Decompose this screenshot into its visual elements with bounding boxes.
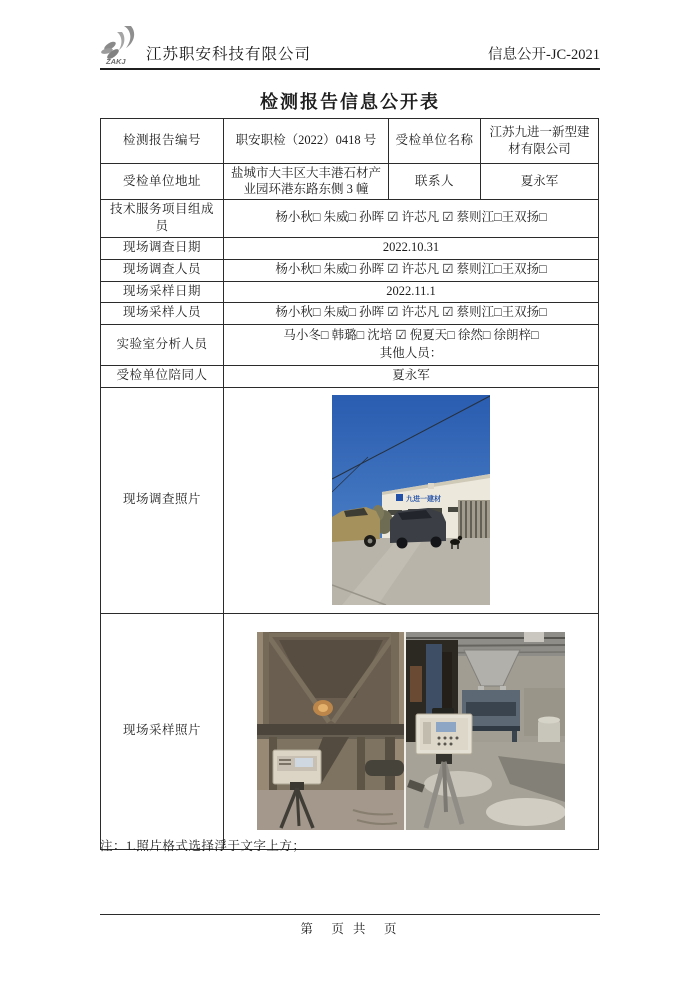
row-report-no <box>101 119 599 164</box>
row-escort <box>101 365 599 387</box>
row-sampling-photo <box>101 613 599 849</box>
lab-staff-label: 实验室分析人员 <box>101 324 224 365</box>
team-checkboxes: 杨小秋□ 朱威□ 孙晖 ☑ 许芯凡 ☑ 蔡则江□王双扬□ <box>224 199 599 237</box>
company-logo <box>98 24 144 68</box>
doc-code: 信息公开-JC-2021 <box>488 47 600 63</box>
survey-date-value: 2022.10.31 <box>224 237 599 259</box>
survey-date-label: 现场调查日期 <box>101 237 224 259</box>
escort-label: 受检单位陪同人 <box>101 365 224 387</box>
building-sign-text: 九进一建材 <box>406 496 441 503</box>
photo-seam <box>404 632 406 830</box>
survey-staff-checkboxes: 杨小秋□ 朱威□ 孙晖 ☑ 许芯凡 ☑ 蔡则江□王双扬□ <box>224 259 599 281</box>
row-sampling-staff <box>101 302 599 324</box>
sign-logo-square <box>396 494 403 501</box>
sampler-instrument-right <box>416 708 472 754</box>
lab-staff-line1: 马小冬□ 韩璐□ 沈培 ☑ 倪夏天□ 徐然□ 徐朗梓□ <box>283 328 539 342</box>
sampling-photo-left <box>257 632 404 830</box>
page-title: 检测报告信息公开表 <box>260 92 440 112</box>
rooftop-box <box>428 483 434 489</box>
sampling-photo-cell <box>224 613 599 849</box>
row-sampling-date <box>101 281 599 302</box>
survey-photo-label: 现场调查照片 <box>101 387 224 613</box>
logo-text: ZAKJ <box>106 57 126 66</box>
report-no-label: 检测报告编号 <box>101 119 224 164</box>
header-rule <box>100 68 600 70</box>
disclosure-form-table <box>100 118 599 850</box>
sampling-staff-label: 现场采样人员 <box>101 302 224 324</box>
contact-label: 联系人 <box>389 164 481 200</box>
footnote: 注：1.照片格式选择浮于文字上方； <box>100 839 306 853</box>
company-name: 江苏职安科技有限公司 <box>146 46 312 63</box>
page-number-text: 第 页 共 页 <box>300 922 400 936</box>
contact-value: 夏永军 <box>481 164 599 200</box>
survey-photo <box>332 395 490 605</box>
row-lab-staff <box>101 324 599 365</box>
row-survey-staff <box>101 259 599 281</box>
row-survey-photo <box>101 387 599 613</box>
sampling-photo <box>257 632 565 830</box>
org-name-label: 受检单位名称 <box>389 119 481 164</box>
white-barrel <box>538 717 560 747</box>
address-value: 盐城市大丰区大丰港石材产业园环港东路东侧 3 幢 <box>224 164 389 200</box>
lab-staff-checkboxes <box>224 324 599 365</box>
row-survey-date <box>101 237 599 259</box>
team-label: 技术服务项目组成员 <box>101 199 224 237</box>
sampling-photo-right <box>406 632 565 830</box>
footer-rule <box>100 914 600 915</box>
report-no-value: 职安职检（2022）0418 号 <box>224 119 389 164</box>
row-team <box>101 199 599 237</box>
org-name-value: 江苏九进一新型建材有限公司 <box>481 119 599 164</box>
sampling-date-value: 2022.11.1 <box>224 281 599 302</box>
sampling-photo-label: 现场采样照片 <box>101 613 224 849</box>
survey-staff-label: 现场调查人员 <box>101 259 224 281</box>
sampling-staff-checkboxes: 杨小秋□ 朱威□ 孙晖 ☑ 许芯凡 ☑ 蔡则江□王双扬□ <box>224 302 599 324</box>
sampling-date-label: 现场采样日期 <box>101 281 224 302</box>
escort-value: 夏永军 <box>224 365 599 387</box>
survey-photo-cell <box>224 387 599 613</box>
row-address <box>101 164 599 200</box>
address-label: 受检单位地址 <box>101 164 224 200</box>
lab-staff-line2: 其他人员： <box>379 345 443 360</box>
